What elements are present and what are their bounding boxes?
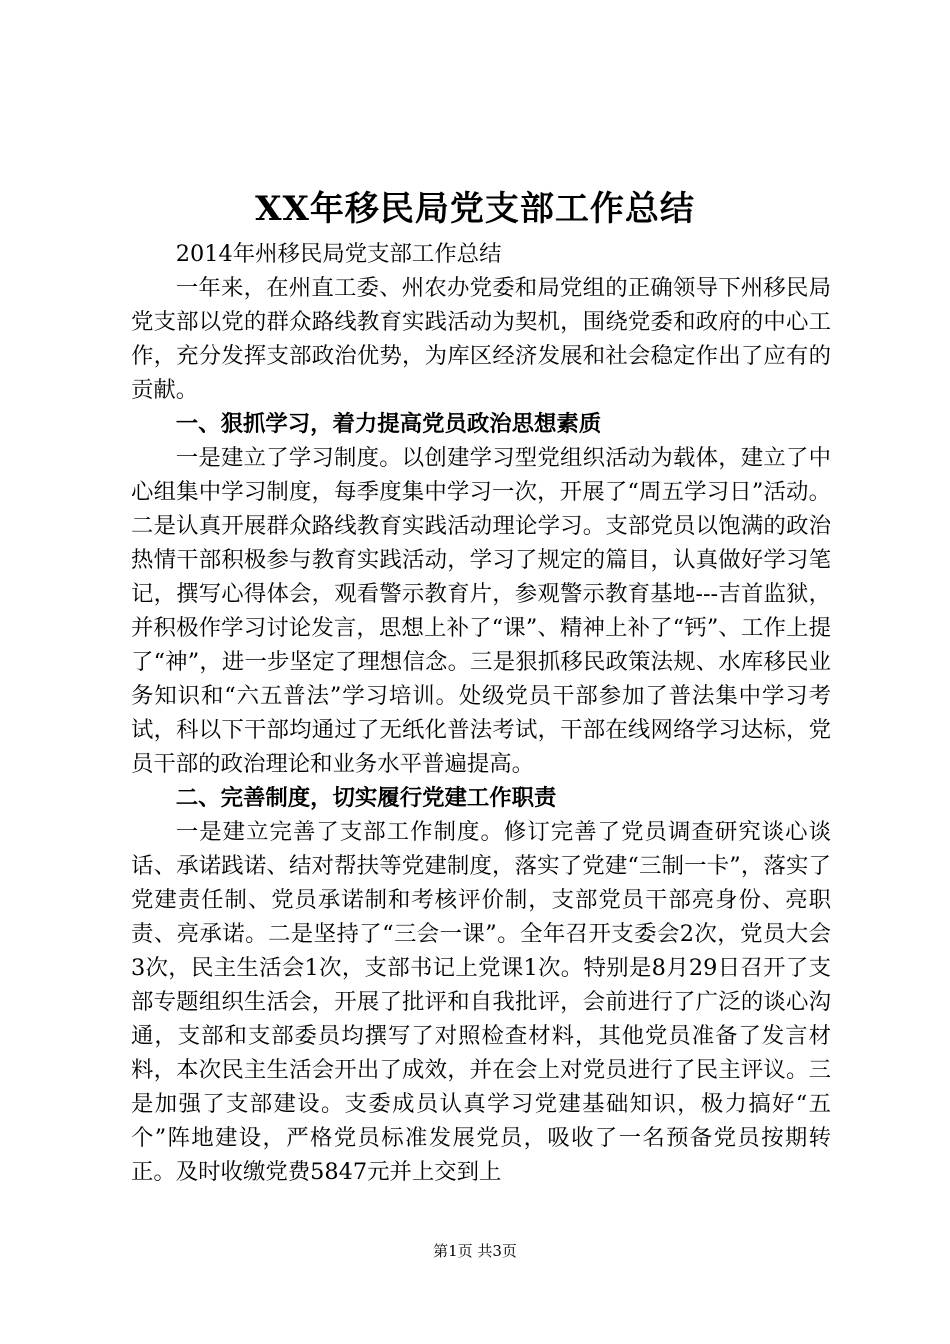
section-heading-2: 二、完善制度，切实履行党建工作职责 [175, 785, 557, 811]
intro-paragraph: 一年来，在州直工委、州农办党委和局党组的正确领导下州移民局党支部以党的群众路线教育实践活动为契机，围绕党委和政府的中心工作，充分发挥支部政治优势，为库区经济发展和社会稳定作出了应有的贡献。 [131, 275, 831, 403]
document-body [131, 237, 831, 1189]
section-1-paragraph: 一是建立了学习制度。以创建学习型党组织活动为载体，建立了中心组集中学习制度，每季度集中学习一次，开展了“周五学习日”活动。二是认真开展群众路线教育实践活动理论学习。支部党员以饱满的政治热情干部积极参与教育实践活动，学习了规定的篇目，认真做好学习笔记，撰写心得体会，观看警示教育片，参观警示教育基地---吉首监狱，并积极作学习讨论发言，思想上补了“课”、精神上补了“钙”、工作上提了“神”，进一步坚定了理想信念。三是狠抓移民政策法规、水库移民业务知识和“六五普法”学习培训。处级党员干部参加了普法集中学习考试，科以下干部均通过了无纸化普法考试，干部在线网络学习达标，党员干部的政治理论和业务水平普遍提高。 [131, 445, 831, 777]
document-title: XX年移民局党支部工作总结 [255, 189, 695, 229]
section-2-paragraph: 一是建立完善了支部工作制度。修订完善了党员调查研究谈心谈话、承诺践诺、结对帮扶等党建制度，落实了党建“三制一卡”，落实了党建责任制、党员承诺制和考核评价制，支部党员干部亮身份、亮职责、亮承诺。二是坚持了“三会一课”。全年召开支委会2次，党员大会3次，民主生活会1次，支部书记上党课1次。特别是8月29日召开了支部专题组织生活会，开展了批评和自我批评，会前进行了广泛的谈心沟通，支部和支部委员均撰写了对照检查材料，其他党员准备了发言材料，本次民主生活会开出了成效，并在会上对党员进行了民主评议。三是加强了支部建设。支委成员认真学习党建基础知识，极力搞好“五个”阵地建设，严格党员标准发展党员，吸收了一名预备党员按期转正。及时收缴党费5847元并上交到上 [131, 819, 831, 1185]
section-heading-1: 一、狠抓学习，着力提高党员政治思想素质 [175, 411, 602, 437]
page-footer: 第1页 共3页 [433, 1242, 517, 1260]
subtitle-paragraph: 2014年州移民局党支部工作总结 [175, 241, 502, 267]
